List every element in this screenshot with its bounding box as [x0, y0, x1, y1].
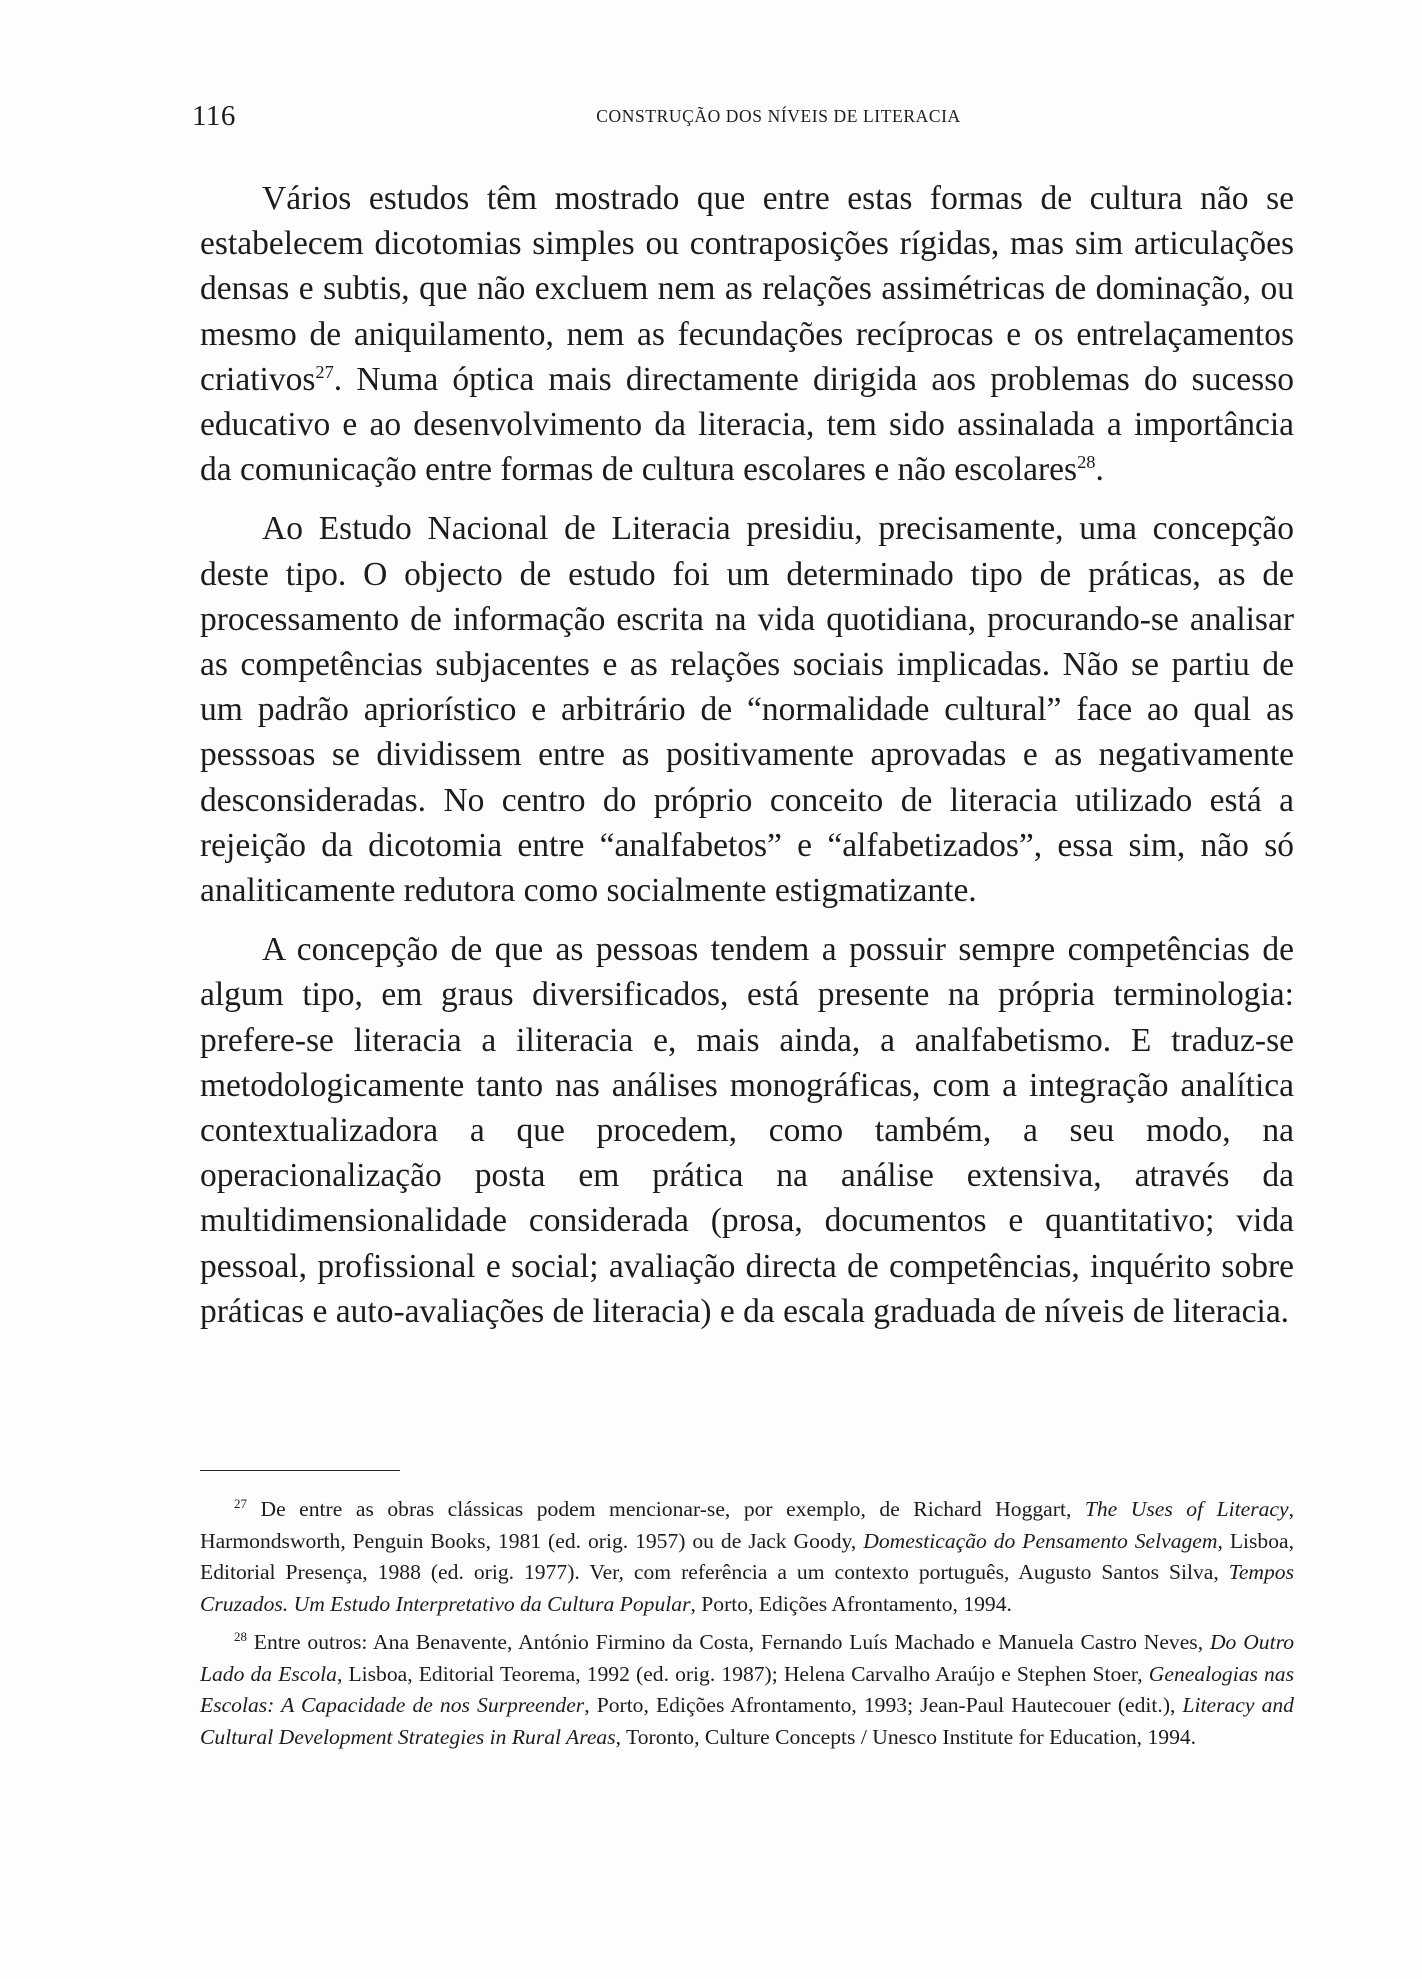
footnote-27-title-2: Domesticação do Pensamento Selvagem: [863, 1528, 1218, 1553]
running-title: CONSTRUÇÃO DOS NÍVEIS DE LITERACIA: [596, 106, 961, 126]
footnote-28-title-2: Genealogias nas Escolas: A Capacidade de nos Surpreender: [200, 1661, 1295, 1718]
paragraph-1-text-c: .: [1095, 451, 1104, 489]
running-header: [192, 100, 1295, 140]
footnote-28-title-3: Literacy and Cultural Development Strategies in Rural Areas: [200, 1693, 1294, 1749]
footnote-28: [200, 1627, 1294, 1754]
page-number: 116: [192, 100, 236, 132]
paragraph-2: Ao Estudo Nacional de Literacia presidiu, precisamente, uma concepção deste tipo. O objecto de estudo foi um determinado tipo de práticas, as de processamento de informação escrita na vida quotidiana, procurando-se analisar as competências subjacentes e as relações sociais implicadas. Não se partiu de um padrão apriorístico e arbitrário de “normalidade cultural” face ao qual as pesssoas se dividissem entre as positivamente aprovadas e as negativamente desconsideradas. No centro do próprio conceito de literacia utilizado está a rejeição da dicotomia entre “analfabetos” e “alfabetizados”, essa sim, não só analiticamente redutora como socialmente estigmatizante.: [200, 510, 1294, 910]
footnote-divider: [200, 1470, 400, 1471]
footnote-28-title-1: Do Outro Lado da Escola: [200, 1629, 1294, 1686]
footnote-27-text: , Porto, Edições Afrontamento, 1994.: [690, 1592, 1012, 1617]
paragraph-3: A concepção de que as pessoas tendem a possuir sempre competências de algum tipo, em graus diversificados, está presente na própria terminologia: prefere-se literacia a iliteracia e, mais ainda, a analfabetismo. E traduz-se metodologicamente tanto nas análises monográficas, com a integração analítica contextualizadora a que procedem, como também, a seu modo, na operacionalização posta em prática na análise extensiva, através da multidimensionalidade considerada (prosa, documentos e quantitativo; vida pessoal, profissional e social; avaliação directa de competências, inquérito sobre práticas e auto-avaliações de literacia) e da escala graduada de níveis de literacia.: [200, 931, 1294, 1330]
paragraph-1-text-a: Vários estudos têm mostrado que entre estas formas de cultura não se estabelecem dicotomias simples ou contraposições rígidas, mas sim articulações densas e subtis, que não excluem nem as relações assimétricas de dominação, ou mesmo de aniquilamento, nem as fecundações recíprocas e os entrelaçamentos criativos: [200, 180, 1294, 398]
paragraph-1: [200, 176, 1294, 492]
footnote-ref-27: 27: [315, 361, 334, 382]
body-text: [200, 176, 1294, 1348]
footnote-27-title-3: Tempos Cruzados. Um Estudo Interpretativo da Cultura Popular: [200, 1560, 1294, 1617]
footnote-27-text: , Harmondsworth, Penguin Books, 1981 (ed. orig. 1957) ou de Jack Goody,: [200, 1497, 1294, 1553]
footnote-28-text: , Porto, Edições Afrontamento, 1993; Jean-Paul Hautecouer (edit.),: [584, 1693, 1183, 1718]
footnote-28-text: , Lisboa, Editorial Teorema, 1992 (ed. orig. 1987); Helena Carvalho Araújo e Stephen Stoer,: [336, 1661, 1149, 1686]
footnote-mark-28: 28: [234, 1628, 247, 1644]
footnote-28-text: , Toronto, Culture Concepts / Unesco Institute for Education, 1994.: [615, 1724, 1197, 1749]
footnote-mark-27: 27: [234, 1495, 247, 1511]
footnote-27: [200, 1494, 1294, 1621]
footnote-27-title-1: The Uses of Literacy: [1084, 1497, 1289, 1521]
footnote-27-text: De entre as obras clássicas podem mencionar-se, por exemplo, de Richard Hoggart,: [246, 1497, 1085, 1521]
footnote-ref-28: 28: [1077, 452, 1096, 473]
paragraph-1-text-b: . Numa óptica mais directamente dirigida aos problemas do sucesso educativo e ao desenvolvimento da literacia, tem sido assinalada a importância da comunicação entre formas de cultura escolares e não escolares: [200, 360, 1294, 489]
footnote-27-text: , Lisboa, Editorial Presença, 1988 (ed. orig. 1977). Ver, com referência a um contexto português, Augusto Santos Silva,: [200, 1528, 1294, 1585]
footnote-28-text: Entre outros: Ana Benavente, António Firmino da Costa, Fernando Luís Machado e Manuela Castro Neves,: [246, 1629, 1210, 1654]
footnotes: [200, 1494, 1294, 1760]
